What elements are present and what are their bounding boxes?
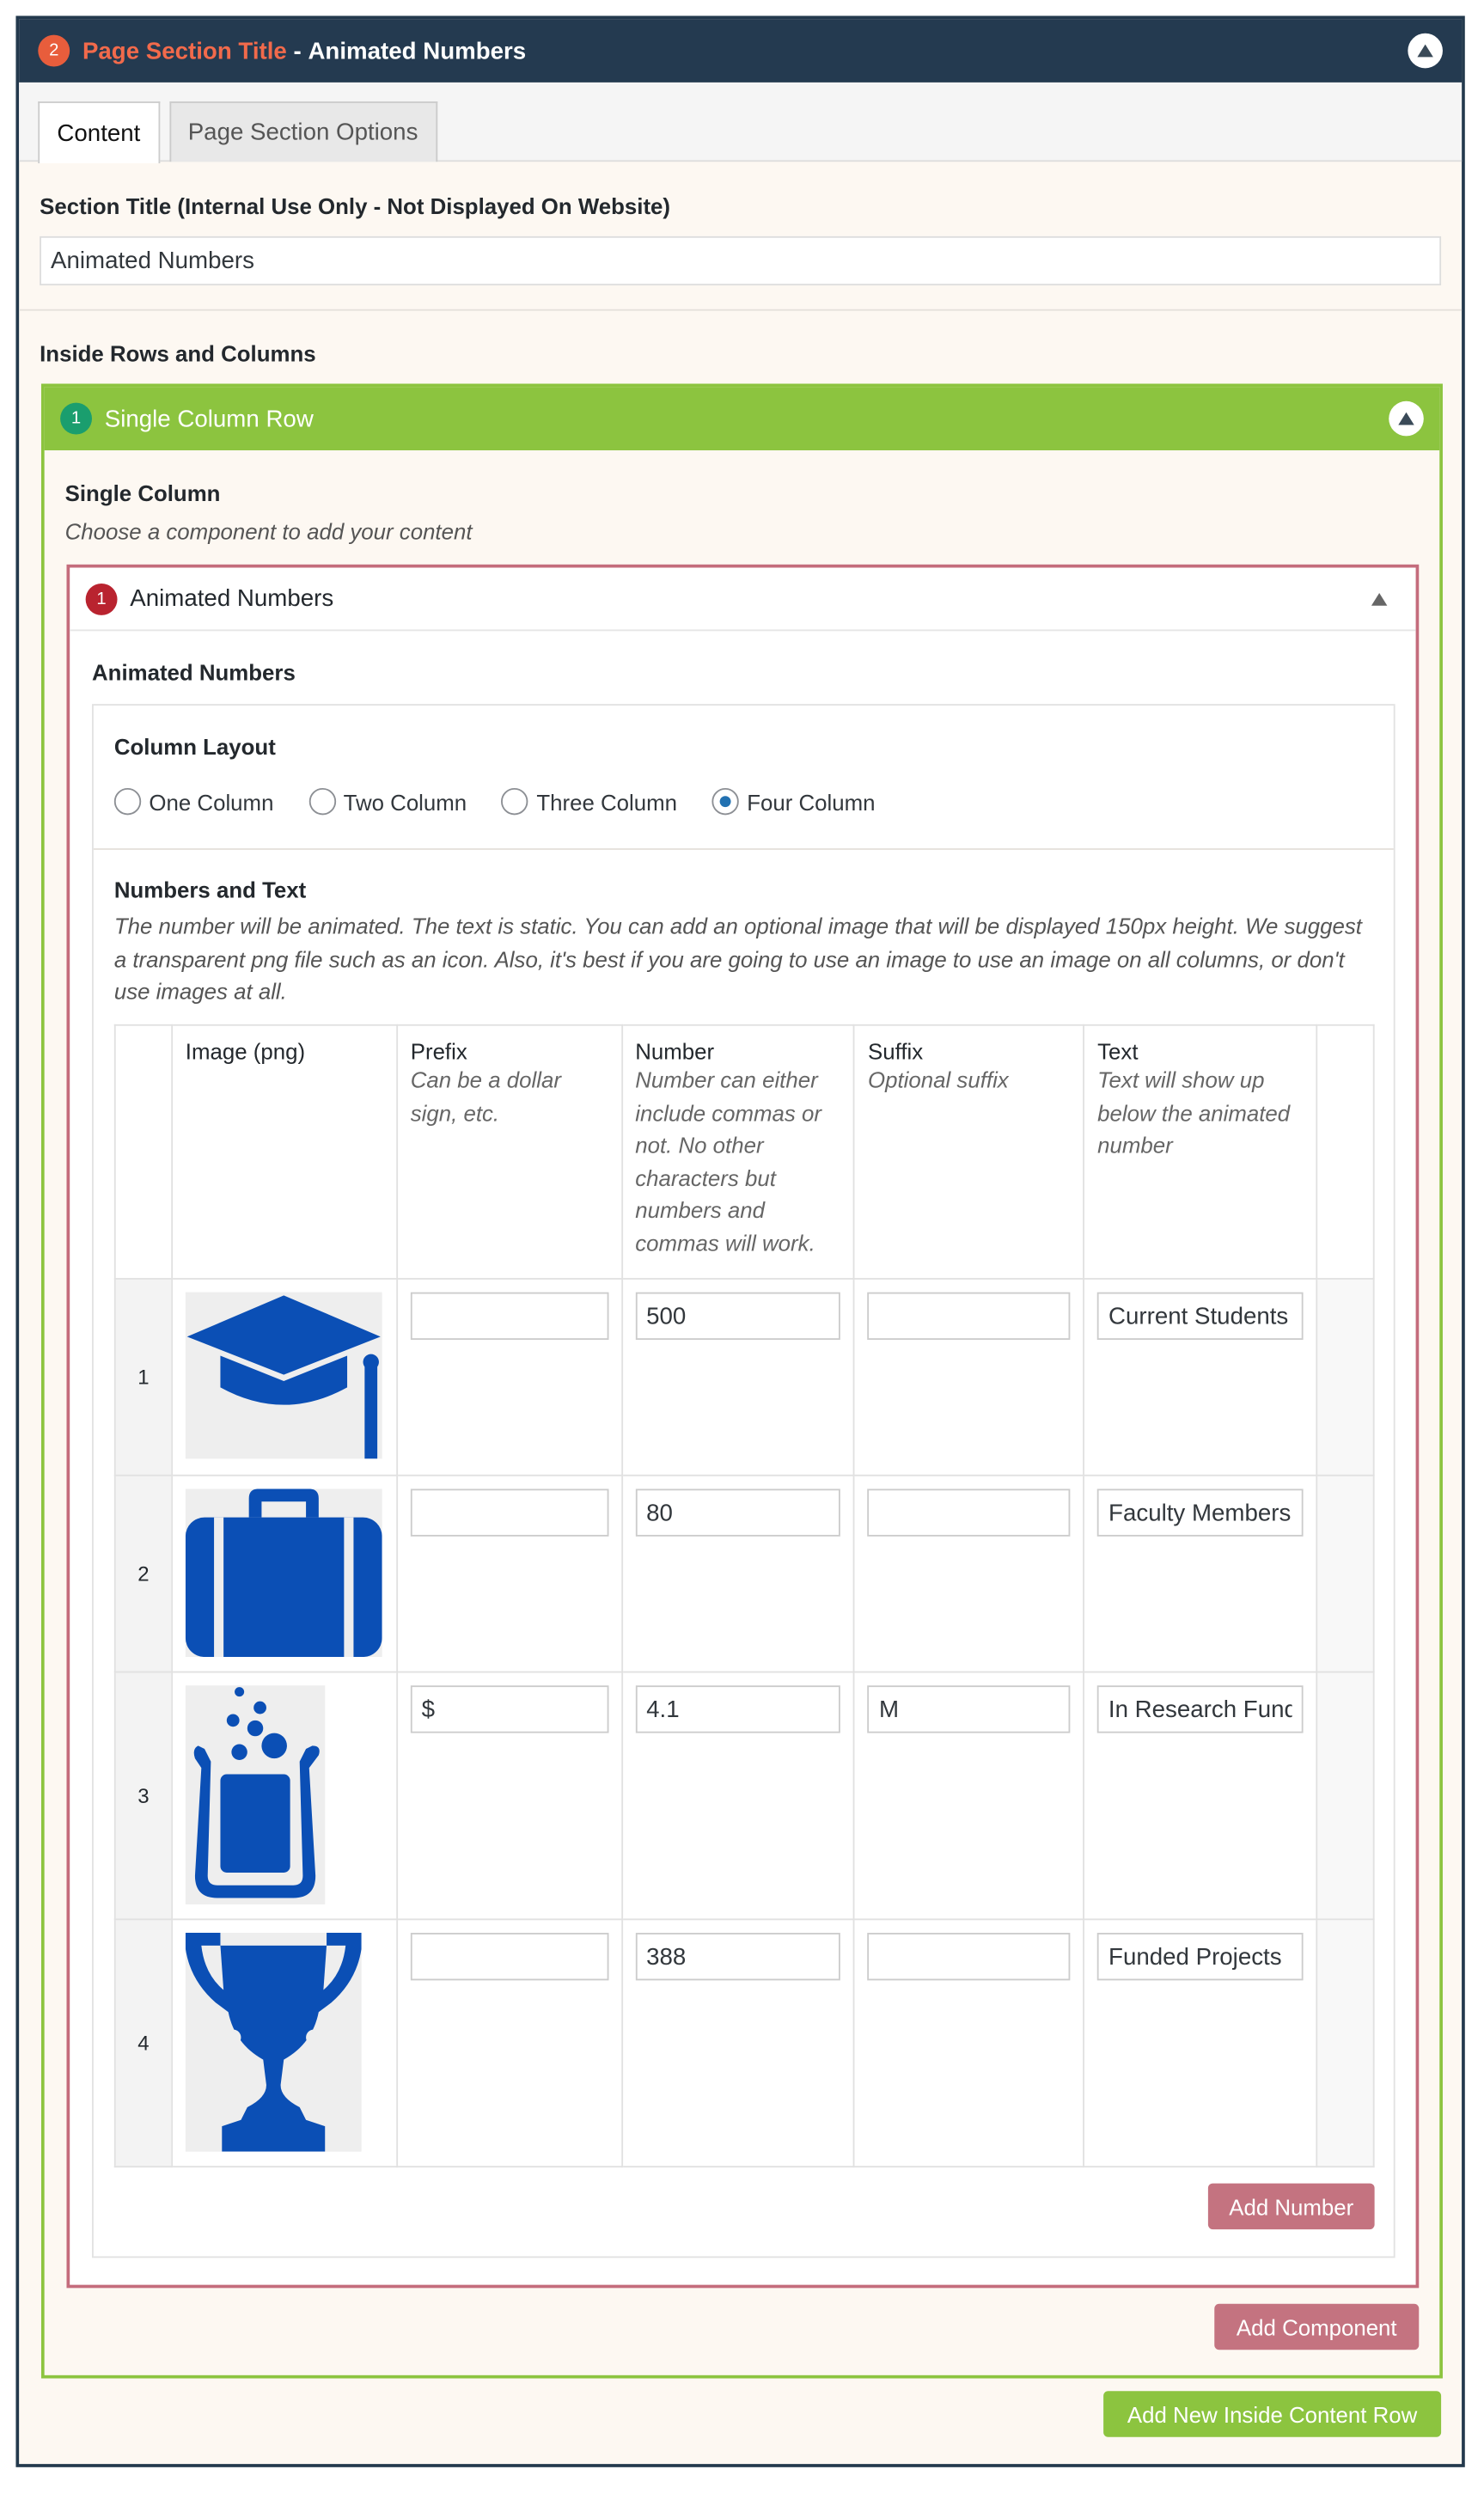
header-title: Image (png) <box>185 1038 306 1064</box>
numbers-text-description: The number will be animated. The text is static. You can add an optional image that will be displayed 150px height. We suggest a transparent png file such as an icon. Also, it's best if you are going to use an image to use an image on all columns, or don't use images at all. <box>113 913 1362 1004</box>
single-column-description: Choose a component to add your content <box>64 518 473 544</box>
suffix-cell <box>854 1476 1084 1672</box>
suffix-cell <box>854 1672 1084 1920</box>
row-actions[interactable] <box>1316 1279 1373 1476</box>
table-header-text <box>1084 1025 1316 1279</box>
radio-button[interactable] <box>308 788 335 815</box>
radio-label: One Column <box>149 788 274 815</box>
caret-up-icon <box>1417 45 1432 58</box>
prefix-input[interactable] <box>411 1685 608 1733</box>
suffix-cell <box>854 1279 1084 1476</box>
text-cell <box>1084 1279 1316 1476</box>
component-title: Animated Numbers <box>130 584 334 613</box>
section-header <box>19 19 1462 83</box>
add-inside-content-row-button[interactable]: Add New Inside Content Row <box>1103 2391 1441 2437</box>
text-input[interactable] <box>1097 1933 1303 1980</box>
tab-page-section-options[interactable]: Page Section Options <box>169 101 437 162</box>
section-title-prefix: Page Section Title <box>82 37 287 64</box>
suffix-input[interactable] <box>868 1293 1071 1340</box>
radio-label: Two Column <box>343 788 467 815</box>
image-cell[interactable] <box>172 1279 397 1476</box>
section-title-field-label: Section Title (Internal Use Only - Not Displayed On Website) <box>40 193 671 219</box>
add-number-button[interactable]: Add Number <box>1208 2184 1375 2230</box>
component-animated-numbers <box>66 565 1419 2289</box>
divider <box>94 848 1394 850</box>
header-description: Optional suffix <box>868 1067 1009 1093</box>
number-cell <box>622 1279 855 1476</box>
single-column-label: Single Column <box>64 480 221 506</box>
single-column-row <box>41 383 1443 2378</box>
number-input[interactable] <box>635 1685 840 1733</box>
component-subtitle: Animated Numbers <box>92 659 296 686</box>
radio-label: Four Column <box>747 788 876 815</box>
radio-label: Three Column <box>536 788 678 815</box>
text-cell <box>1084 1672 1316 1920</box>
prefix-cell <box>397 1476 621 1672</box>
header-title: Prefix <box>410 1038 467 1064</box>
row-number-badge: 1 <box>60 403 92 435</box>
number-cell <box>622 1476 855 1672</box>
radio-four-column[interactable] <box>712 788 876 815</box>
number-input[interactable] <box>635 1933 840 1980</box>
table-header-row <box>115 1025 1374 1279</box>
number-cell <box>622 1919 855 2167</box>
row-collapse-button[interactable] <box>1389 401 1424 437</box>
number-input[interactable] <box>635 1488 840 1536</box>
divider <box>19 309 1462 311</box>
suffix-input[interactable] <box>868 1488 1071 1536</box>
prefix-cell <box>397 1672 621 1920</box>
table-row <box>115 1279 1374 1476</box>
text-input[interactable] <box>1097 1488 1303 1536</box>
text-input[interactable] <box>1097 1293 1303 1340</box>
header-description: Text will show up below the animated number <box>1097 1067 1291 1158</box>
numbers-text-label: Numbers and Text <box>113 877 307 902</box>
section-number-badge: 2 <box>38 35 70 67</box>
radio-button-selected[interactable] <box>712 788 739 815</box>
numbers-table <box>114 1024 1375 2167</box>
row-index[interactable]: 3 <box>115 1672 172 1920</box>
radio-button[interactable] <box>114 788 141 815</box>
inside-rows-label: Inside Rows and Columns <box>40 340 316 367</box>
image-cell[interactable] <box>172 1919 397 2167</box>
table-row <box>115 1476 1374 1672</box>
trophy-icon[interactable] <box>186 1933 362 2152</box>
header-title: Number <box>635 1038 715 1064</box>
section-collapse-button[interactable] <box>1408 34 1443 69</box>
section-tabs <box>19 83 1462 162</box>
radio-one-column[interactable] <box>114 788 274 815</box>
table-row <box>115 1919 1374 2167</box>
number-input[interactable] <box>635 1293 840 1340</box>
beaker-bubbles-icon[interactable] <box>186 1685 325 1904</box>
prefix-cell <box>397 1919 621 2167</box>
text-input[interactable] <box>1097 1685 1303 1733</box>
prefix-input[interactable] <box>411 1293 608 1340</box>
row-header <box>45 387 1440 450</box>
text-cell <box>1084 1919 1316 2167</box>
page-section-panel <box>15 15 1464 2466</box>
radio-two-column[interactable] <box>308 788 467 815</box>
section-title-input[interactable] <box>40 236 1441 285</box>
header-title: Text <box>1097 1038 1139 1064</box>
header-description: Number can either include commas or not. No other characters but numbers and commas will work. <box>635 1067 821 1256</box>
component-fields <box>92 704 1395 2258</box>
header-description: Can be a dollar sign, etc. <box>410 1067 561 1126</box>
number-cell <box>622 1672 855 1920</box>
row-index[interactable]: 1 <box>115 1279 172 1476</box>
column-layout-radio-group <box>114 788 910 815</box>
header-title: Suffix <box>868 1038 924 1064</box>
prefix-input[interactable] <box>411 1933 608 1980</box>
suffix-cell <box>854 1919 1084 2167</box>
image-cell[interactable] <box>172 1476 397 1672</box>
row-actions[interactable] <box>1316 1476 1373 1672</box>
component-number-badge: 1 <box>86 583 118 614</box>
table-header-image <box>172 1025 397 1279</box>
radio-three-column[interactable] <box>502 788 677 815</box>
table-header-prefix <box>397 1025 621 1279</box>
table-header-index <box>115 1025 172 1279</box>
table-header-actions <box>1316 1025 1373 1279</box>
prefix-input[interactable] <box>411 1488 608 1536</box>
image-cell[interactable] <box>172 1672 397 1920</box>
section-title-separator: - <box>286 37 308 64</box>
suffix-input[interactable] <box>868 1933 1071 1980</box>
text-cell <box>1084 1476 1316 1672</box>
graduation-cap-icon[interactable] <box>186 1293 382 1459</box>
table-header-suffix <box>854 1025 1084 1279</box>
caret-up-icon[interactable] <box>1371 592 1387 605</box>
table-header-number <box>622 1025 855 1279</box>
column-layout-label: Column Layout <box>113 734 276 760</box>
row-actions[interactable] <box>1316 1672 1373 1920</box>
row-index[interactable]: 4 <box>115 1919 172 2167</box>
row-actions[interactable] <box>1316 1919 1373 2167</box>
component-header[interactable] <box>70 568 1415 632</box>
prefix-cell <box>397 1279 621 1476</box>
caret-up-icon <box>1398 413 1414 425</box>
briefcase-icon[interactable] <box>186 1488 382 1657</box>
row-title: Single Column Row <box>104 405 314 432</box>
section-title-name: Animated Numbers <box>308 37 527 64</box>
table-row <box>115 1672 1374 1920</box>
tab-content[interactable]: Content <box>38 101 159 163</box>
suffix-input[interactable] <box>868 1685 1071 1733</box>
add-component-button[interactable]: Add Component <box>1214 2304 1419 2350</box>
row-index[interactable]: 2 <box>115 1476 172 1672</box>
radio-button[interactable] <box>502 788 528 815</box>
